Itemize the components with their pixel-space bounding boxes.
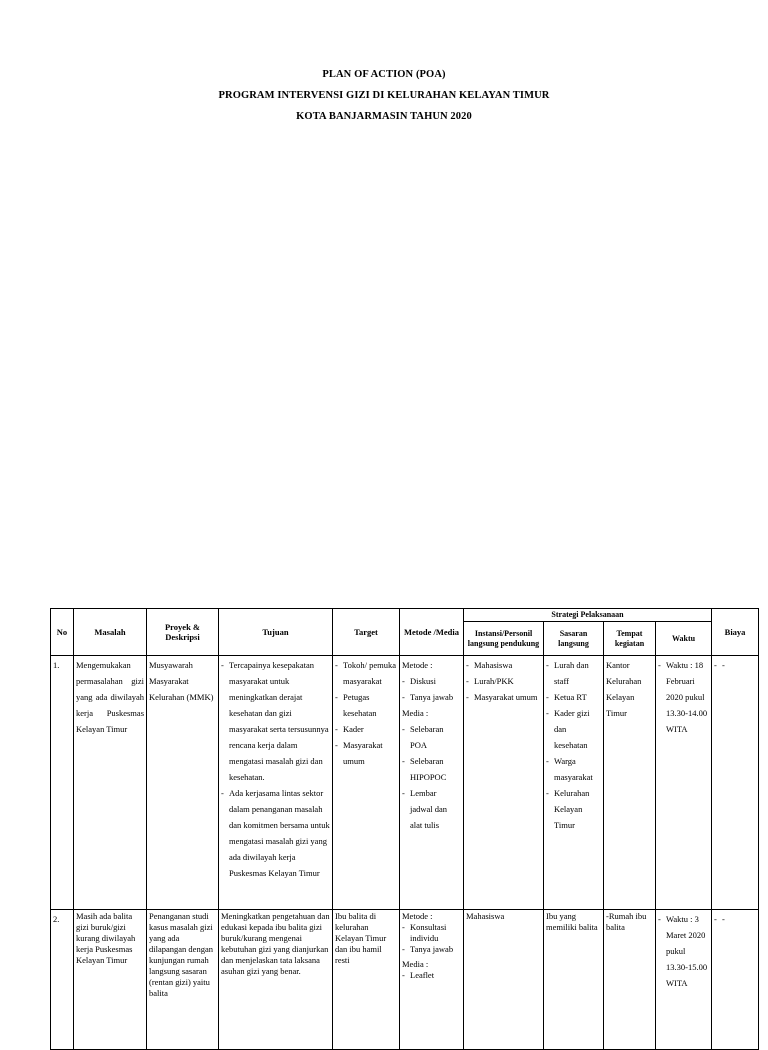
header-sasaran: Sasaran langsung	[544, 622, 604, 656]
header-metode: Metode /Media	[400, 609, 464, 656]
list-item: - Selebaran HIPOPOC	[402, 753, 461, 785]
list-item: - Diskusi	[402, 673, 461, 689]
cell-target	[333, 656, 400, 910]
list-item: - Tanya jawab	[402, 944, 461, 955]
title-line-3: KOTA BANJARMASIN TAHUN 2020	[296, 111, 472, 122]
list-item: - Waktu : 3 Maret 2020 pukul 13.30-15.00 WITA	[658, 911, 709, 991]
list-item: - Masyarakat umum	[335, 737, 397, 769]
cell-sasaran: Ibu yang memiliki balita	[544, 910, 604, 1050]
cell-instansi: Mahasiswa	[464, 910, 544, 1050]
title-line-1: PLAN OF ACTION (POA)	[322, 69, 446, 80]
list-item: - Lurah dan staff	[546, 657, 601, 689]
list-item: - Waktu : 18 Februari 2020 pukul 13.30-14.00 WITA	[658, 657, 709, 737]
cell-metode	[400, 910, 464, 1050]
list-item: - Kader gizi dan kesehatan	[546, 705, 601, 753]
cell-biaya	[712, 910, 759, 1050]
header-tempat: Tempat kegiatan	[604, 622, 656, 656]
list-item: - Leaflet	[402, 970, 461, 981]
media-label: Media :	[402, 959, 429, 969]
metode-label: Metode :	[402, 660, 433, 670]
cell-no: 1.	[51, 656, 74, 910]
poa-table	[50, 608, 759, 1050]
metode-label: Metode :	[402, 911, 433, 921]
header-masalah: Masalah	[74, 609, 147, 656]
list-item: - Mahasiswa	[466, 657, 541, 673]
cell-masalah: Masih ada balita gizi buruk/gizi kurang diwilayah kerja Puskesmas Kelayan Timur	[74, 910, 147, 1050]
media-label: Media :	[402, 708, 429, 718]
header-target: Target	[333, 609, 400, 656]
header-biaya: Biaya	[712, 609, 759, 656]
list-item: - Ada kerjasama lintas sektor dalam penanganan masalah dan komitmen bersama untuk mengatasi masalah gizi yang ada diwilayah kerja Puskesmas Kelayan Timur	[221, 785, 330, 881]
header-strategi: Strategi Pelaksanaan	[464, 609, 712, 622]
cell-biaya	[712, 656, 759, 910]
document-title	[0, 64, 768, 127]
cell-waktu	[656, 910, 712, 1050]
list-item: - Masyarakat umum	[466, 689, 541, 705]
header-no: No	[51, 609, 74, 656]
header-waktu: Waktu	[656, 622, 712, 656]
cell-tempat: Kantor Kelurahan Kelayan Timur	[604, 656, 656, 910]
list-item: - Warga masyarakat	[546, 753, 601, 785]
cell-waktu	[656, 656, 712, 910]
cell-proyek: Musyawarah Masyarakat Kelurahan (MMK)	[147, 656, 219, 910]
list-item: - Lembar jadwal dan alat tulis	[402, 785, 461, 833]
list-item: - Konsultasi individu	[402, 922, 461, 944]
list-item: - -	[714, 911, 756, 927]
cell-tempat: -Rumah ibu balita	[604, 910, 656, 1050]
cell-metode	[400, 656, 464, 910]
cell-no: 2.	[51, 910, 74, 1050]
cell-tujuan: Meningkatkan pengetahuan dan edukasi kepada ibu balita gizi buruk/kurang mengenai kebutuhan gizi yang dianjurkan dan menjelaskan tata laksana asuhan gizi yang benar.	[219, 910, 333, 1050]
list-item: - Lurah/PKK	[466, 673, 541, 689]
list-item: - Tercapainya kesepakatan masyarakat untuk meningkatkan derajat kesehatan dan gizi masyarakat serta tersusunnya rencana kerja dalam mengatasi masalah gizi dan kesehatan.	[221, 657, 330, 785]
table-row	[51, 656, 759, 910]
table-row	[51, 910, 759, 1050]
list-item: - Tanya jawab	[402, 689, 461, 705]
cell-tujuan	[219, 656, 333, 910]
cell-target: Ibu balita di kelurahan Kelayan Timur dan ibu hamil resti	[333, 910, 400, 1050]
list-item: - Ketua RT	[546, 689, 601, 705]
list-item: - Tokoh/ pemuka masyarakat	[335, 657, 397, 689]
list-item: - Kader	[335, 721, 397, 737]
cell-proyek: Penanganan studi kasus masalah gizi yang ada dilapangan dengan kunjungan rumah langsung sasaran (rentan gizi) yaitu balita	[147, 910, 219, 1050]
header-tujuan: Tujuan	[219, 609, 333, 656]
cell-masalah: Mengemukakan permasalahan gizi yang ada diwilayah kerja Puskesmas Kelayan Timur	[74, 656, 147, 910]
header-proyek: Proyek & Deskripsi	[147, 609, 219, 656]
list-item: - -	[714, 657, 756, 673]
cell-instansi	[464, 656, 544, 910]
header-instansi: Instansi/Personil langsung pendukung	[464, 622, 544, 656]
title-line-2: PROGRAM INTERVENSI GIZI DI KELURAHAN KELAYAN TIMUR	[218, 90, 550, 101]
list-item: - Petugas kesehatan	[335, 689, 397, 721]
cell-sasaran	[544, 656, 604, 910]
list-item: - Selebaran POA	[402, 721, 461, 753]
list-item: - Kelurahan Kelayan Timur	[546, 785, 601, 833]
